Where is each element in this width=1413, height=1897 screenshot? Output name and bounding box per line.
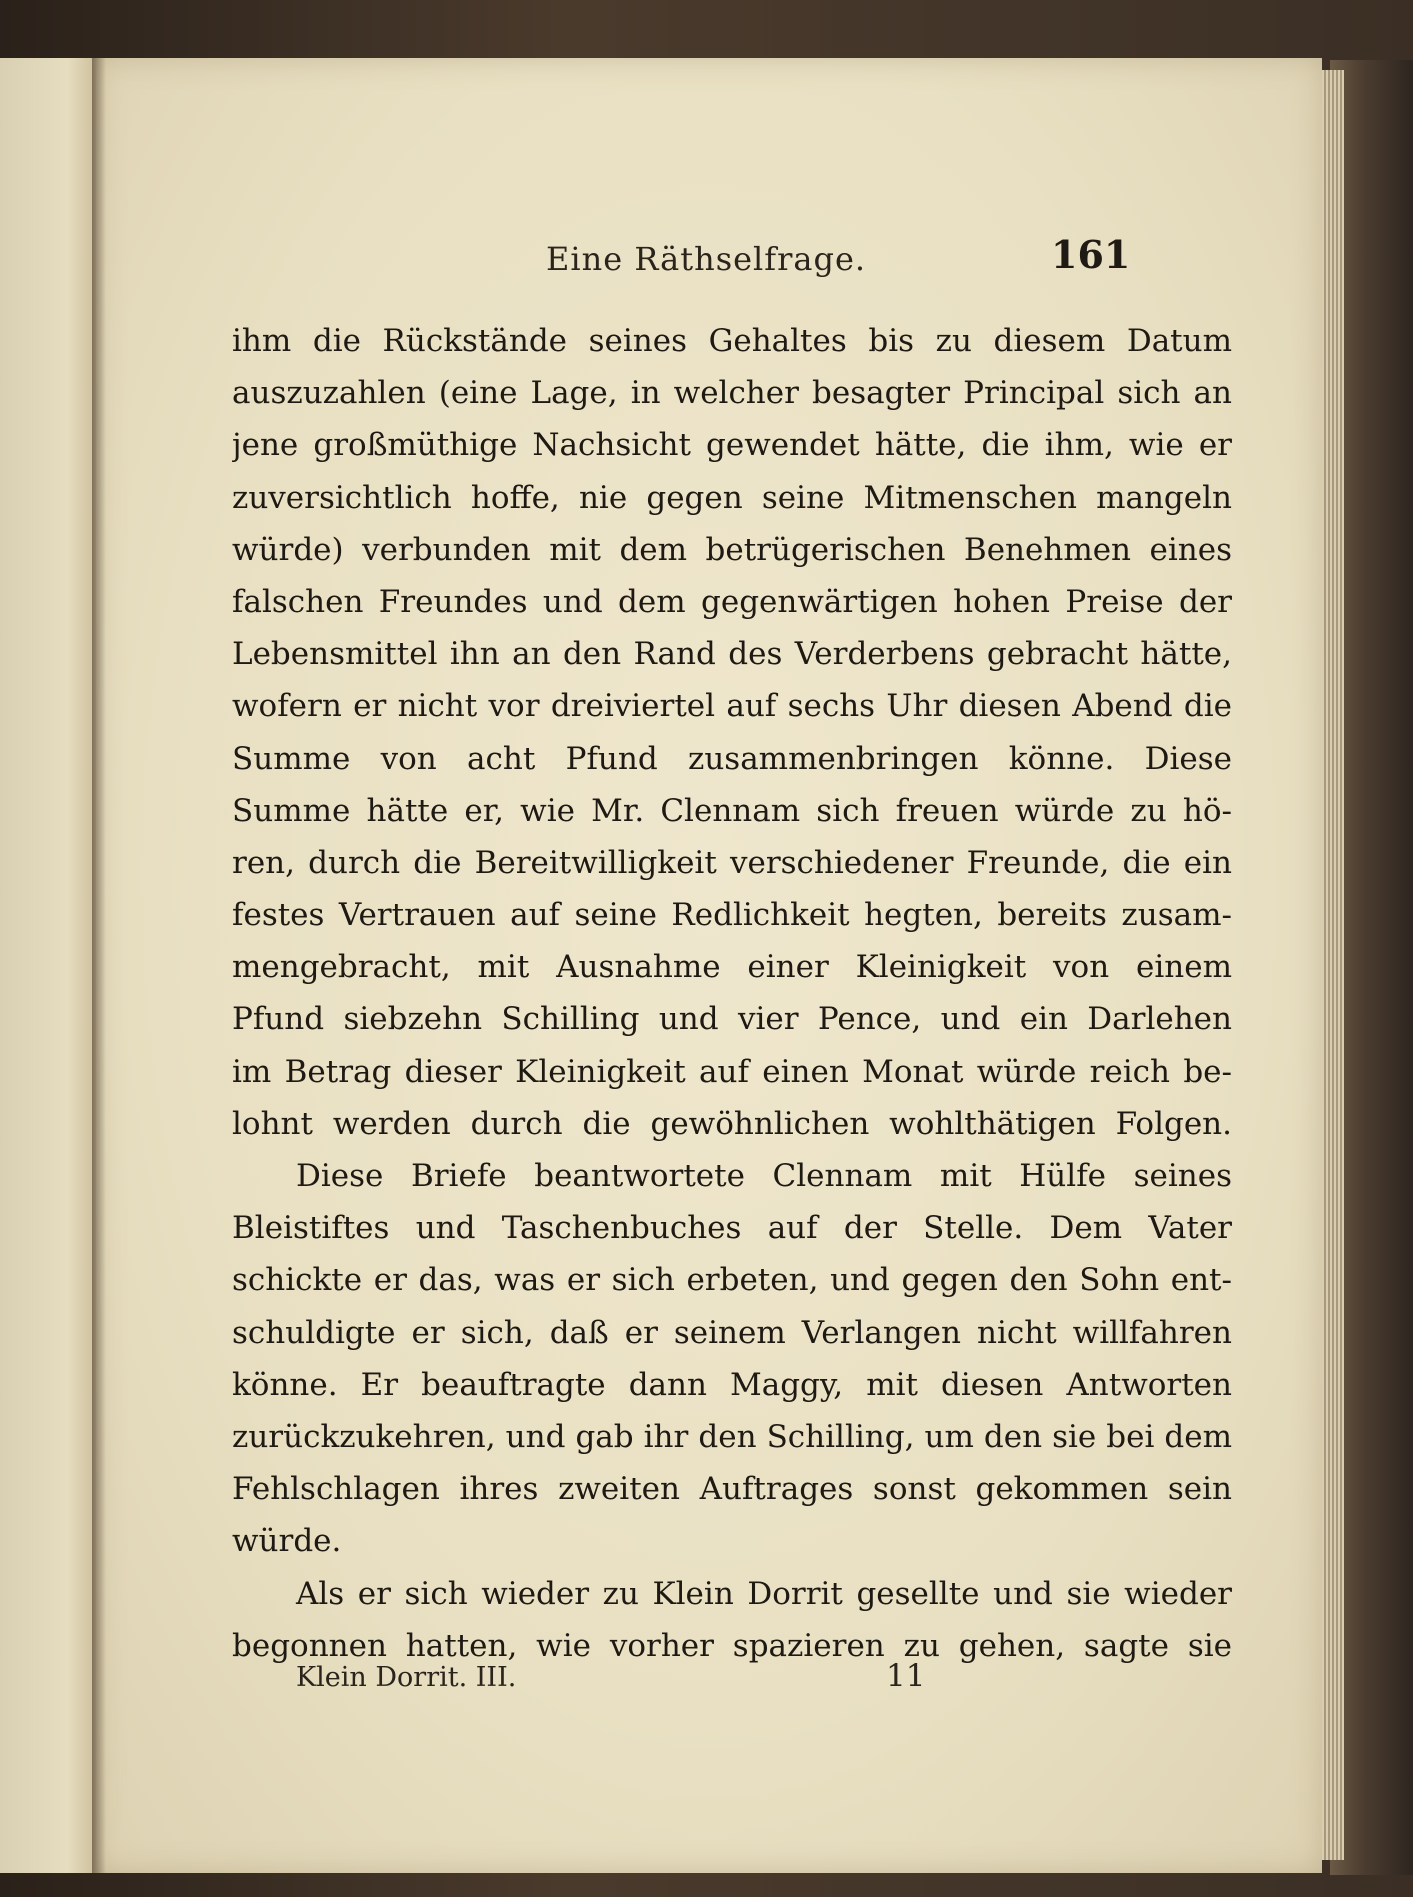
text-line: auszuzahlen (eine Lage, in welcher besagter Principal sich an [232,375,1232,412]
page-number: 161 [1051,232,1131,277]
text-line: Diese Briefe beantwortete Clennam mit Hülfe seines [296,1158,1232,1194]
text-line: schickte er das, was er sich erbeten, und gegen den Sohn ent- [232,1262,1232,1299]
text-line: Fehlschlagen ihres zweiten Auftrages sonst gekommen sein [232,1471,1232,1508]
facing-page-edge [0,58,98,1873]
running-head: Eine Räthselfrage. [546,240,867,278]
text-line: Lebensmittel ihn an den Rand des Verderbens gebracht hätte, [232,636,1232,673]
text-line: Pfund siebzehn Schilling und vier Pence, und ein Darlehen [232,1001,1232,1038]
text-line: Als er sich wieder zu Klein Dorrit gesellte und sie wieder [296,1575,1232,1612]
text-line: mengebracht, mit Ausnahme einer Kleinigkeit von einem [232,949,1232,986]
text-line: festes Vertrauen auf seine Redlichkeit hegten, bereits zusam- [232,897,1232,934]
text-line: lohnt werden durch die gewöhnlichen wohlthätigen Folgen. [232,1105,1232,1142]
text-line: ren, durch die Bereitwilligkeit verschiedener Freunde, die ein [232,844,1232,881]
text-line: Summe hätte er, wie Mr. Clennam sich freuen würde zu hö- [232,792,1232,829]
text-line: Bleistiftes und Taschenbuches auf der Stelle. Dem Vater [232,1210,1232,1247]
text-line: zurückzukehren, und gab ihr den Schilling, um den sie bei dem [232,1418,1232,1455]
text-line: Summe von acht Pfund zusammenbringen könne. Diese [232,740,1232,777]
text-line: würde. [232,1523,342,1560]
text-line: begonnen hatten, wie vorher spazieren zu gehen, sagte sie [232,1627,1232,1664]
spine-shadow [92,58,106,1873]
text-line: würde) verbunden mit dem betrügerischen Benehmen eines [232,531,1232,568]
text-line: schuldigte er sich, daß er seinem Verlangen nicht willfahren [232,1314,1232,1351]
text-line: jene großmüthige Nachsicht gewendet hätte, die ihm, wie er [232,427,1232,464]
text-line: im Betrag dieser Kleinigkeit auf einen Monat würde reich be- [232,1053,1232,1090]
book-page [96,58,1322,1873]
signature-mark: 11 [886,1658,926,1694]
text-line: falschen Freundes und dem gegenwärtigen hohen Preise der [232,583,1232,620]
text-line: wofern er nicht vor dreiviertel auf sechs Uhr diesen Abend die [232,688,1232,725]
text-line: könne. Er beauftragte dann Maggy, mit diesen Antworten [232,1366,1232,1403]
body-text [232,315,1232,1672]
page-footer [96,1658,1322,1702]
text-line: ihm die Rückstände seines Gehaltes bis zu diesem Datum [232,323,1232,359]
text-line: zuversichtlich hoffe, nie gegen seine Mitmenschen mangeln [232,479,1232,516]
page-header [96,230,1322,290]
signature-title: Klein Dorrit. III. [296,1662,517,1693]
